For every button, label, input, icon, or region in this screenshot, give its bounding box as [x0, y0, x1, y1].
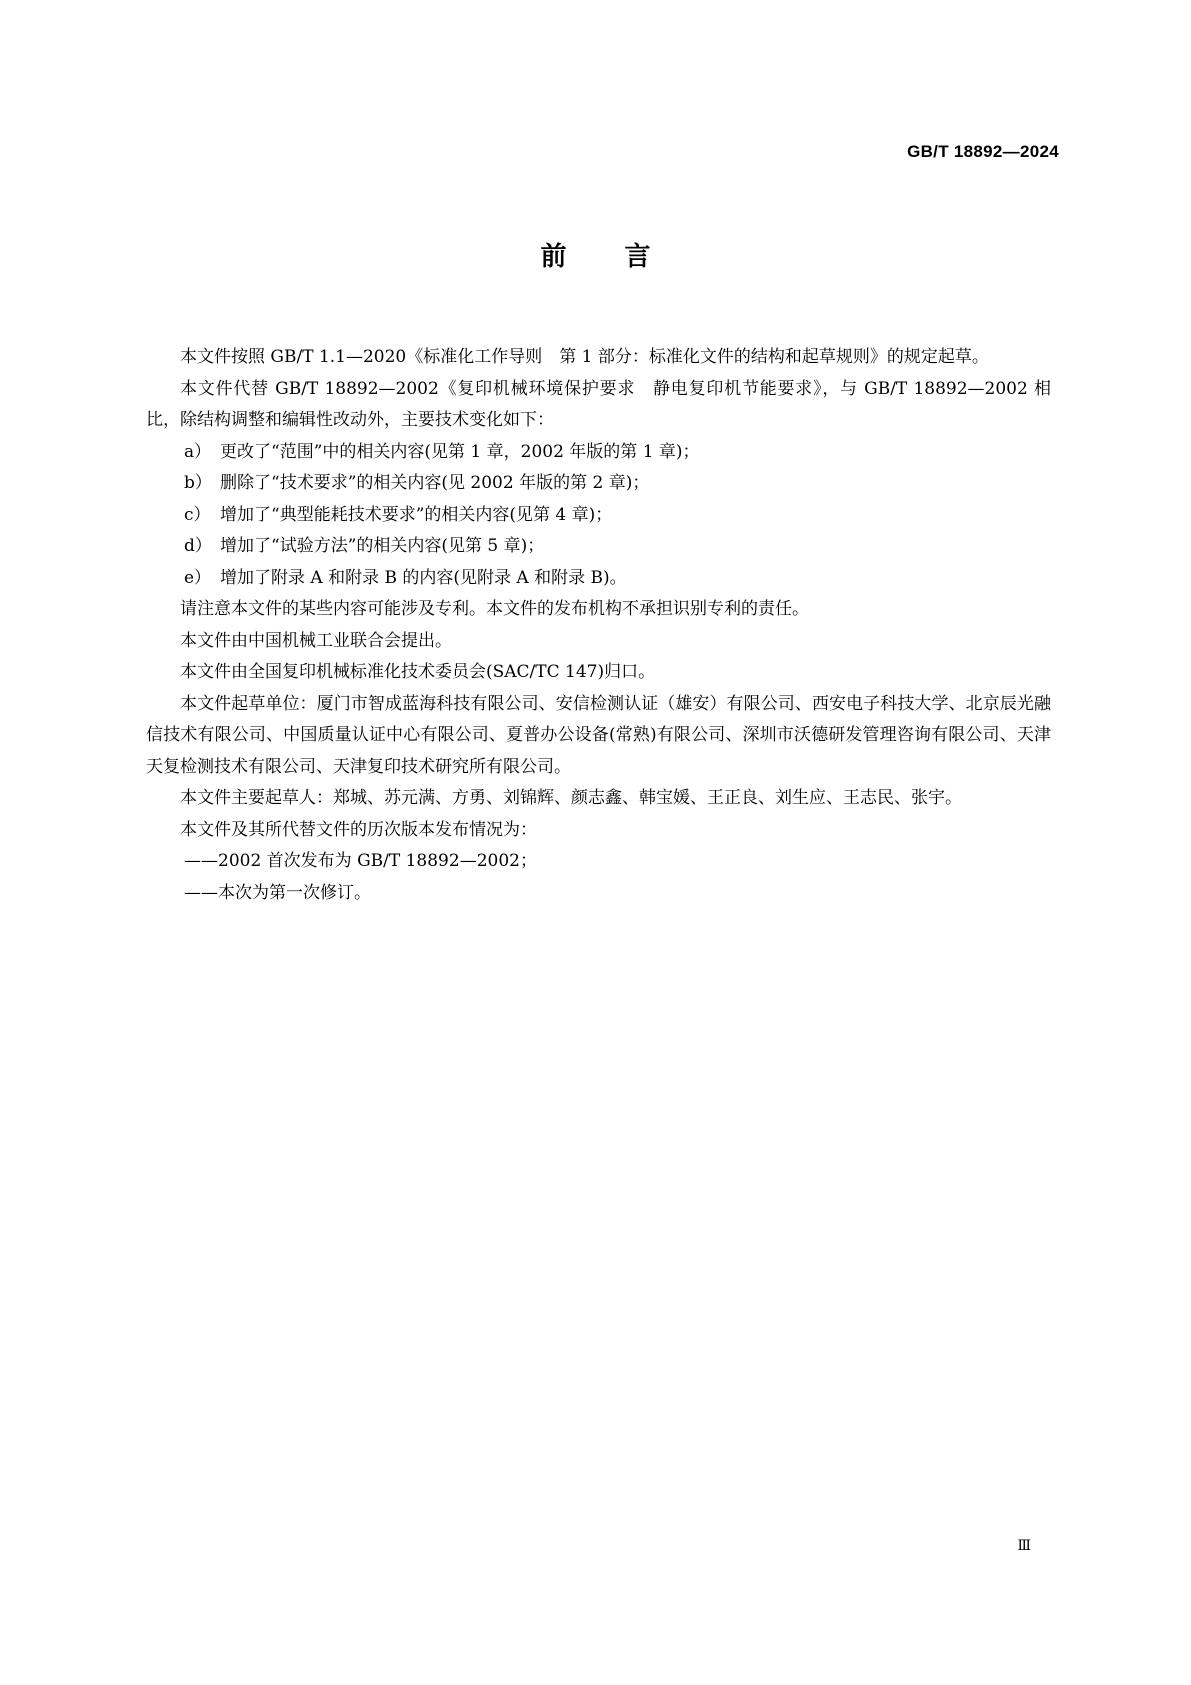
paragraph-drafting-rules: 本文件按照 GB/T 1.1—2020《标准化工作导则 第 1 部分：标准化文件的结构和起草规则》的规定起草。	[180, 347, 989, 367]
paragraph-patent-notice: 请注意本文件的某些内容可能涉及专利。本文件的发布机构不承担识别专利的责任。	[180, 599, 809, 619]
list-item	[146, 563, 1051, 595]
list-item-label: c）	[184, 504, 211, 525]
paragraph-replacement: 本文件代替 GB/T 18892—2002《复印机械环境保护要求 静电复印机节能要求》，与 GB/T 18892—2002 相比，除结构调整和编辑性改动外，主要技术变化如下：	[146, 378, 1051, 430]
list-item	[146, 500, 1051, 532]
history-item: ——本次为第一次修订。	[184, 882, 371, 903]
list-item	[146, 531, 1051, 563]
list-item-label: e）	[184, 567, 212, 588]
page-number: Ⅲ	[1017, 1538, 1031, 1554]
list-item-text: 增加了附录 A 和附录 B 的内容(见附录 A 和附录 B)。	[220, 567, 627, 588]
page-title: 前言	[540, 242, 709, 272]
list-item-text: 更改了“范围”中的相关内容(见第 1 章，2002 年版的第 1 章)；	[220, 441, 700, 462]
paragraph-version-history: 本文件及其所代替文件的历次版本发布情况为：	[180, 819, 537, 840]
paragraph-committee: 本文件由全国复印机械标准化技术委员会(SAC/TC 147)归口。	[180, 662, 656, 682]
list-item-label: b）	[184, 473, 212, 493]
paragraph-proposer: 本文件由中国机械工业联合会提出。	[180, 630, 452, 651]
list-item-text: 增加了“典型能耗技术要求”的相关内容(见第 4 章)；	[220, 504, 613, 525]
history-item: ——2002 首次发布为 GB/T 18892—2002；	[184, 851, 537, 871]
paragraph-drafters: 本文件主要起草人：郑城、苏元满、方勇、刘锦辉、颜志鑫、韩宝媛、王正良、刘生应、王志民、张宇。	[180, 788, 962, 808]
list-item	[146, 468, 1051, 500]
standard-number: GB/T 18892—2024	[907, 142, 1059, 161]
foreword-body	[146, 342, 1051, 909]
paragraph-drafting-units: 本文件起草单位：厦门市智成蓝海科技有限公司、安信检测认证（雄安）有限公司、西安电子科技大学、北京辰光融信技术有限公司、中国质量认证中心有限公司、夏普办公设备(常熟)有限公司、深圳市沃德研发管理咨询有限公司、天津天复检测技术有限公司、天津复印技术研究所有限公司。	[146, 693, 1051, 777]
list-item-label: d）	[184, 536, 212, 556]
list-item-text: 删除了“技术要求”的相关内容(见 2002 年版的第 2 章)；	[220, 473, 650, 493]
list-item-label: a）	[184, 441, 212, 462]
list-item	[146, 437, 1051, 469]
list-item-text: 增加了“试验方法”的相关内容(见第 5 章)；	[220, 536, 545, 556]
